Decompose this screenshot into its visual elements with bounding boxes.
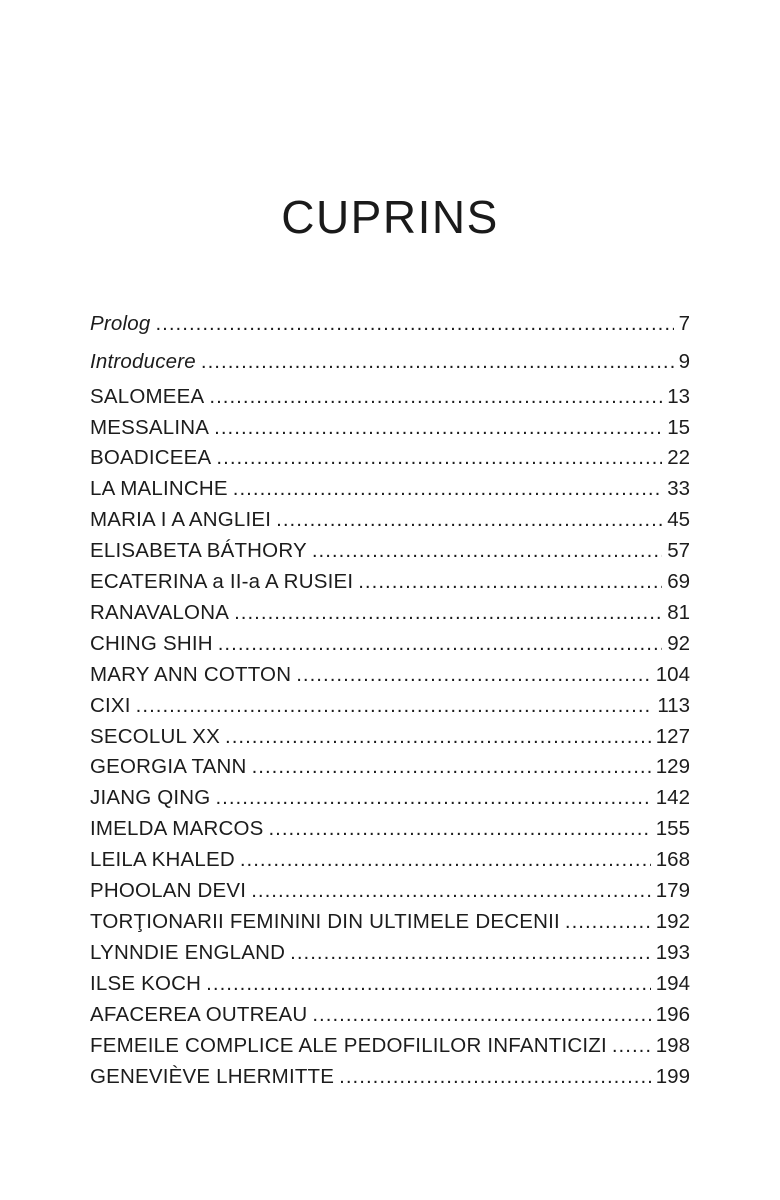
toc-entry-label: MESSALINA	[90, 415, 210, 439]
toc-entry	[90, 629, 690, 660]
toc-entry-page: 194	[655, 971, 690, 995]
toc-entry-label: ECATERINA a II-a A RUSIEI	[90, 570, 354, 594]
dot-leader	[234, 598, 662, 629]
dot-leader	[209, 382, 662, 413]
toc-entry-page: 129	[655, 755, 690, 779]
toc-entry-label: LEILA KHALED	[90, 848, 235, 872]
toc-entry	[90, 1031, 690, 1062]
toc-entry-label: BOADICEEA	[90, 446, 212, 470]
toc-entry-page: 155	[655, 817, 690, 841]
dot-leader	[312, 536, 662, 567]
dot-leader	[225, 722, 651, 753]
dot-leader	[201, 343, 674, 382]
toc-entry-page: 22	[667, 446, 690, 470]
toc-entry-label: Introducere	[90, 350, 196, 374]
toc-entry-label: LYNNDIE ENGLAND	[90, 940, 286, 964]
toc-entry-page: 113	[657, 693, 690, 717]
dot-leader	[215, 783, 650, 814]
toc-entry-page: 45	[667, 508, 690, 532]
toc-entry	[90, 1062, 690, 1093]
toc-entry-page: 142	[655, 786, 690, 810]
toc-entry	[90, 660, 690, 691]
toc-entry-page: 9	[678, 350, 690, 374]
toc-entry-label: GENEVIÈVE LHERMITTE	[90, 1064, 335, 1088]
dot-leader	[565, 907, 651, 938]
toc-entry-page: 193	[655, 940, 690, 964]
dot-leader	[296, 660, 651, 691]
toc-entry-page: 196	[655, 1002, 690, 1026]
toc-entry-page: 199	[655, 1064, 690, 1088]
toc-entry	[90, 567, 690, 598]
toc-entry	[90, 598, 690, 629]
dot-leader	[216, 443, 662, 474]
dot-leader	[233, 474, 662, 505]
toc-entry-page: 179	[655, 879, 690, 903]
toc-entry-label: SALOMEEA	[90, 384, 205, 408]
toc-entry-label: RANAVALONA	[90, 600, 230, 624]
toc-entry	[90, 1000, 690, 1031]
toc-entry-label: Prolog	[90, 311, 151, 335]
toc-entry	[90, 722, 690, 753]
toc-entry	[90, 413, 690, 444]
toc-entry	[90, 938, 690, 969]
toc-entry-page: 33	[667, 477, 690, 501]
toc-entry	[90, 443, 690, 474]
toc-entry	[90, 814, 690, 845]
toc-entry-page: 7	[678, 311, 690, 335]
toc-entry-label: FEMEILE COMPLICE ALE PEDOFILILOR INFANTICIZI	[90, 1033, 607, 1057]
toc-entry	[90, 474, 690, 505]
toc-entry-label: CHING SHIH	[90, 631, 213, 655]
dot-leader	[312, 1000, 650, 1031]
toc-entry-label: PHOOLAN DEVI	[90, 879, 247, 903]
toc-entry	[90, 783, 690, 814]
toc-entry-label: MARY ANN COTTON	[90, 662, 292, 686]
toc-entry	[90, 536, 690, 567]
dot-leader	[612, 1031, 651, 1062]
toc-entry-page: 15	[667, 415, 690, 439]
dot-leader	[136, 691, 653, 722]
dot-leader	[214, 413, 662, 444]
toc-entry	[90, 845, 690, 876]
toc-entry-label: IMELDA MARCOS	[90, 817, 264, 841]
dot-leader	[290, 938, 651, 969]
dot-leader	[240, 845, 651, 876]
toc-entry-label: AFACEREA OUTREAU	[90, 1002, 308, 1026]
toc-entry	[90, 907, 690, 938]
toc-entry-page: 81	[667, 600, 690, 624]
toc-entry	[90, 691, 690, 722]
toc-entry-page: 92	[667, 631, 690, 655]
toc-entry-label: TORŢIONARII FEMININI DIN ULTIMELE DECENII	[90, 910, 560, 933]
toc-entry	[90, 752, 690, 783]
toc-entry-label: ILSE KOCH	[90, 971, 202, 995]
dot-leader	[268, 814, 650, 845]
toc-entry-page: 69	[667, 570, 690, 594]
toc-entry-label: CIXI	[90, 693, 131, 717]
dot-leader	[276, 505, 662, 536]
dot-leader	[155, 305, 673, 344]
dot-leader	[206, 969, 651, 1000]
dot-leader	[252, 752, 651, 783]
toc-entry-page: 192	[655, 910, 690, 933]
toc-entry	[90, 876, 690, 907]
toc-entry-page: 127	[655, 724, 690, 748]
toc-entry	[90, 343, 690, 382]
toc-entry	[90, 305, 690, 344]
toc-entry-label: JIANG QING	[90, 786, 211, 810]
toc-list	[90, 305, 690, 1093]
dot-leader	[251, 876, 651, 907]
toc-entry-label: LA MALINCHE	[90, 477, 228, 501]
toc-entry	[90, 382, 690, 413]
dot-leader	[218, 629, 662, 660]
toc-entry-page: 198	[655, 1033, 690, 1057]
toc-entry-page: 104	[655, 662, 690, 686]
toc-entry-page: 57	[667, 539, 690, 563]
dot-leader	[339, 1062, 651, 1093]
toc-entry-page: 13	[667, 384, 690, 408]
toc-entry-label: GEORGIA TANN	[90, 755, 247, 779]
toc-entry-label: ELISABETA BÁTHORY	[90, 539, 307, 563]
toc-entry-label: SECOLUL XX	[90, 724, 220, 748]
page-title: CUPRINS	[281, 191, 499, 243]
toc-entry-page: 168	[655, 848, 690, 872]
toc-entry	[90, 969, 690, 1000]
dot-leader	[358, 567, 662, 598]
toc-entry-label: MARIA I A ANGLIEI	[90, 508, 272, 532]
toc-entry	[90, 505, 690, 536]
